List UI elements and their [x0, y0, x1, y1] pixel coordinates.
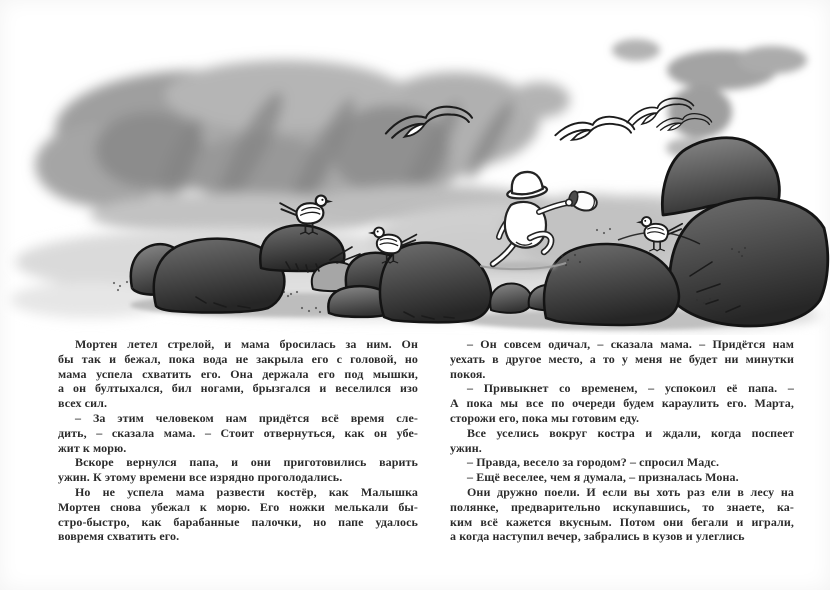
story-line: уехать в другое место, а то у меня не будет ни минутки [450, 351, 794, 366]
story-line: покоя. [450, 366, 486, 381]
story-line: – Привыкнет со временем, – успокоил её папа. – [467, 381, 794, 396]
story-line: стро-быстро, как барабанные палочки, но папе удалось [58, 514, 418, 529]
story-line: дить, – сказала мама. – Стоит отвернуться, как он убе- [58, 425, 418, 440]
seagull-icon [555, 111, 635, 147]
story-line: – Ещё веселее, чем я думала, – призналась Мона. [467, 470, 739, 485]
story-line: Но не успела мама развести костёр, как Малышка [75, 484, 418, 499]
right-text-column [450, 337, 794, 544]
story-line: ужин. К этому времени все изрядно проголодались. [58, 470, 343, 485]
story-line: бы так и бежал, пока вода не закрыла его с головой, но [58, 351, 418, 366]
story-paragraph [58, 411, 418, 455]
story-paragraph [58, 485, 418, 544]
story-line: ким всё кажется вкусным. Потом они бегали и играли, [450, 514, 794, 529]
story-line: жит к морю. [58, 440, 127, 455]
story-text [58, 337, 794, 544]
story-line: – За этим человеком нам придётся всё время сле- [75, 410, 418, 425]
story-paragraph [450, 381, 794, 425]
story-paragraph [58, 337, 418, 411]
hand [566, 199, 572, 205]
story-line: – Правда, весело за городом? – спросил Мадс. [467, 455, 720, 470]
story-line: а он бултыхался, бил ногами, брызгался и веселился изо [58, 381, 418, 396]
story-line: Мортен летел стрелой, и мама бросилась за ним. Он [75, 337, 418, 351]
story-line: вовремя схватить его. [58, 529, 180, 544]
story-line: полянке, предварительно искупавшись, то знаете, ка- [450, 499, 794, 514]
story-line: сторожи его, пока мы готовим еду. [450, 410, 640, 425]
story-line: мама успела схватить его. Она держала его под мышки, [58, 366, 418, 381]
story-paragraph [58, 455, 418, 485]
story-line: а когда наступил вечер, забрались в кузов и улеглись [450, 529, 745, 544]
story-line: Они дружно поели. И если вы хоть раз ели в лесу на [467, 484, 794, 499]
story-line: А пока мы все по очереди будем караулить его. Марта, [450, 396, 794, 411]
story-line: Вскоре вернулся папа, и они приготовились варить [75, 455, 418, 470]
story-line: Все уселись вокруг костра и ждали, когда поспеет [467, 425, 794, 440]
story-paragraph [450, 470, 794, 485]
story-line: всех сил. [58, 396, 108, 411]
story-paragraph [450, 485, 794, 544]
story-paragraph [450, 426, 794, 456]
story-line: ужин. [450, 440, 482, 455]
hat-icon [505, 169, 548, 200]
story-line: Мортен снова убежал к морю. Его ножки мелькали бы- [58, 499, 418, 514]
story-paragraph [450, 455, 794, 470]
story-line: – Он совсем одичал, – сказала мама. – Придётся нам [467, 337, 794, 351]
story-paragraph [450, 337, 794, 381]
left-text-column [58, 337, 418, 544]
